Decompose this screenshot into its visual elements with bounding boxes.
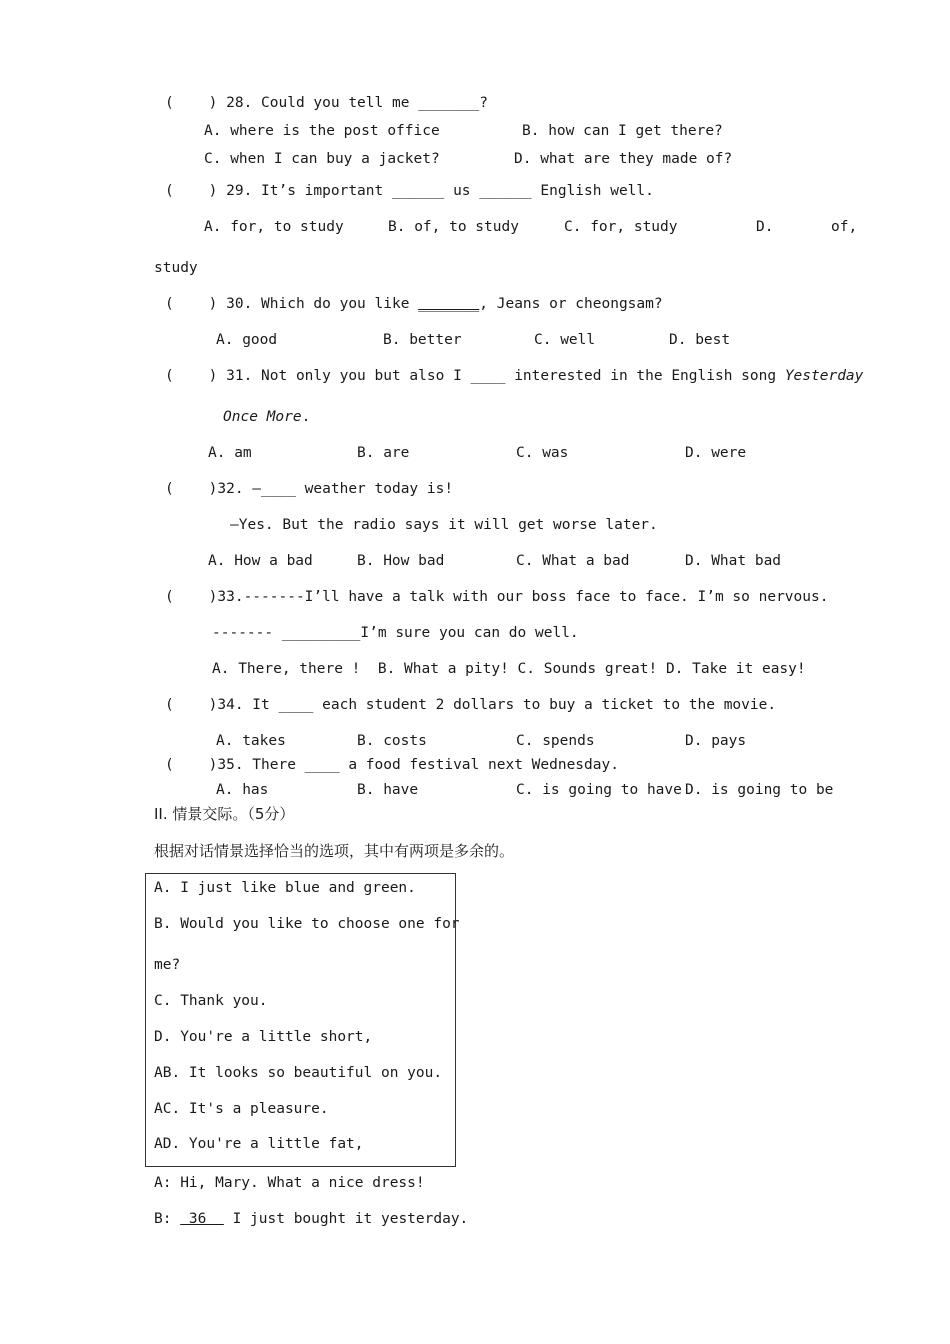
q32-stem: ( )32. —____ weather today is! xyxy=(165,481,454,497)
q28-option-d: D. what are they made of? xyxy=(514,151,733,167)
q29-option-a: A. for, to study xyxy=(204,219,344,235)
section-title: II. 情景交际。（5分） xyxy=(154,805,295,823)
q34-option-c: C. spends xyxy=(516,733,595,749)
q30-option-d: D. best xyxy=(669,332,731,348)
q30-stem-pre: ( ) 30. Which do you like xyxy=(165,296,419,312)
q33-reply: ------- _________I’m sure you can do well. xyxy=(212,625,579,641)
q28-option-b: B. how can I get there? xyxy=(522,123,723,139)
q35-option-d: D. is going to be xyxy=(685,782,834,798)
q33-stem: ( )33.-------I’ll have a talk with our boss face to face. I’m so nervous. xyxy=(165,589,829,605)
box-option-c: C. Thank you. xyxy=(154,993,268,1009)
q28-option-c: C. when I can buy a jacket? xyxy=(204,151,440,167)
q29-option-d-label: D. xyxy=(756,219,774,235)
q35-stem: ( )35. There ____ a food festival next Wednesday. xyxy=(165,757,619,773)
q32-reply: —Yes. But the radio says it will get worse later. xyxy=(230,517,658,533)
q28-option-a: A. where is the post office xyxy=(204,123,440,139)
q32-option-b: B. How bad xyxy=(357,553,445,569)
q31-option-b: B. are xyxy=(357,445,410,461)
q30-option-a: A. good xyxy=(216,332,278,348)
box-option-a: A. I just like blue and green. xyxy=(154,880,416,896)
q35-option-a: A. has xyxy=(216,782,269,798)
q29-option-c: C. for, study xyxy=(564,219,678,235)
q29-option-d-wrap: study xyxy=(154,260,198,276)
box-option-ad: AD. You're a little fat, xyxy=(154,1136,364,1152)
q29-stem: ( ) 29. It’s important ______ us ______ English well. xyxy=(165,183,654,199)
q32-option-d: D. What bad xyxy=(685,553,782,569)
q29-option-d-value: of, xyxy=(831,219,858,235)
q30-option-c: C. well xyxy=(534,332,596,348)
q31-stem-text: ( ) 31. Not only you but also I ____ interested in the English song xyxy=(165,368,785,384)
section-instruction: 根据对话情景选择恰当的选项，其中有两项是多余的。 xyxy=(154,842,515,860)
box-option-ab: AB. It looks so beautiful on you. xyxy=(154,1065,443,1081)
q35-option-b: B. have xyxy=(357,782,419,798)
dialog-line-2-text: I just bought it yesterday. xyxy=(223,1211,469,1227)
q30-option-b: B. better xyxy=(383,332,462,348)
q35-option-c: C. is going to have xyxy=(516,782,682,798)
q31-option-d: D. were xyxy=(685,445,747,461)
q31-option-c: C. was xyxy=(516,445,569,461)
q31-stem-wrap xyxy=(223,408,310,426)
dialog-line-2 xyxy=(154,1210,468,1228)
box-option-b: B. Would you like to choose one for xyxy=(154,916,460,932)
q31-option-a: A. am xyxy=(208,445,252,461)
q31-song-title-1: Yesterday xyxy=(784,368,864,384)
q32-option-a: A. How a bad xyxy=(208,553,313,569)
dialog-line-1: A: Hi, Mary. What a nice dress! xyxy=(154,1175,425,1191)
q33-options: A. There, there ! B. What a pity! C. Sounds great! D. Take it easy! xyxy=(212,661,806,677)
dialog-line-2-speaker: B: xyxy=(154,1211,181,1227)
q30-stem xyxy=(165,295,663,313)
dialog-blank-36: 36 xyxy=(180,1211,224,1227)
q34-option-d: D. pays xyxy=(685,733,747,749)
box-option-b-wrap: me? xyxy=(154,957,181,973)
box-option-ac: AC. It's a pleasure. xyxy=(154,1101,329,1117)
q30-blank: _______ xyxy=(418,296,480,312)
q30-stem-post: , Jeans or cheongsam? xyxy=(479,296,663,312)
q34-option-b: B. costs xyxy=(357,733,427,749)
q29-option-b: B. of, to study xyxy=(388,219,519,235)
q31-song-title-2: Once More xyxy=(223,409,302,425)
q34-stem: ( )34. It ____ each student 2 dollars to buy a ticket to the movie. xyxy=(165,697,777,713)
box-option-d: D. You're a little short, xyxy=(154,1029,373,1045)
q32-option-c: C. What a bad xyxy=(516,553,630,569)
q31-stem xyxy=(165,367,863,385)
q34-option-a: A. takes xyxy=(216,733,286,749)
q31-song-end: . xyxy=(301,409,311,425)
q28-stem: ( ) 28. Could you tell me _______? xyxy=(165,95,489,111)
